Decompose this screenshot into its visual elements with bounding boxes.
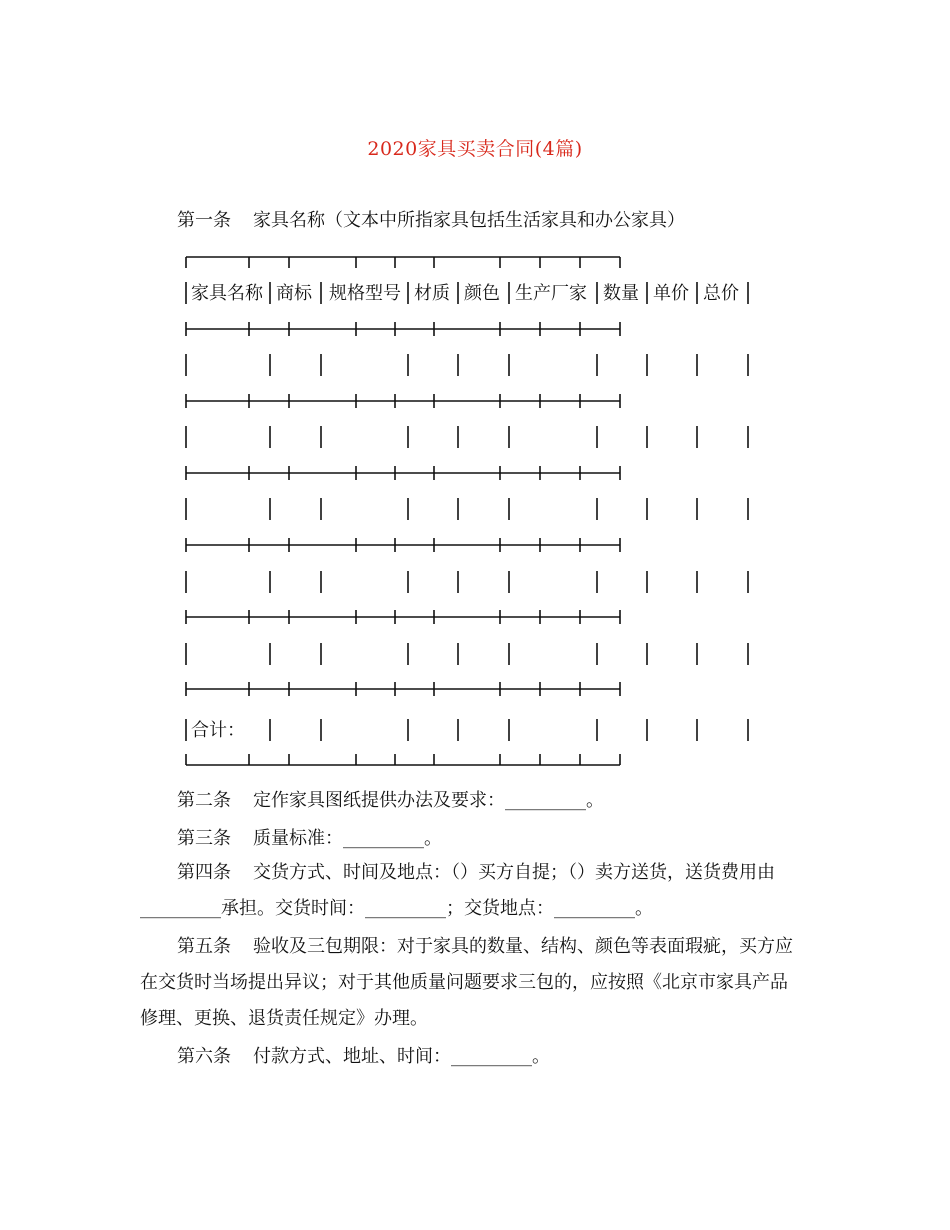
table-header-cell: 总价 xyxy=(703,283,739,304)
article-1-text: 家具名称（文本中所指家具包括生活家具和办公家具） xyxy=(253,210,685,231)
table-header-cell: 家具名称 xyxy=(191,283,263,304)
article-5-number: 第五条 xyxy=(177,936,231,957)
table-header-cell: 颜色 xyxy=(464,283,500,304)
document-title: 2020家具买卖合同(4篇) xyxy=(367,138,583,160)
article-3-number: 第三条 xyxy=(177,828,231,849)
table-total-label: 合计： xyxy=(191,720,245,741)
article-5-line-2: 在交货时当场提出异议；对于其他质量问题要求三包的，应按照《北京市家具产品 xyxy=(140,972,788,993)
article-5-line-3: 修理、更换、退货责任规定》办理。 xyxy=(140,1008,428,1029)
article-6 xyxy=(140,1039,815,1075)
table-header-cell: 商标 xyxy=(276,283,312,304)
article-3 xyxy=(140,821,815,857)
table-header-cell: 生产厂家 xyxy=(515,283,587,304)
article-4 xyxy=(140,855,815,927)
table-header-cell: 规格型号 xyxy=(329,283,401,304)
table-header-cell: 材质 xyxy=(414,283,450,304)
article-4-line-2: _________承担。交货时间：_________；交货地点：_________。 xyxy=(140,898,653,919)
article-3-text: 质量标准：_________。 xyxy=(253,828,442,849)
article-2-text: 定作家具图纸提供办法及要求：_________。 xyxy=(253,790,604,811)
article-2 xyxy=(140,783,815,819)
article-5 xyxy=(140,929,815,1037)
article-4-line-1: 交货方式、时间及地点：（）买方自提；（）卖方送货，送货费用由 xyxy=(253,862,775,883)
article-4-number: 第四条 xyxy=(177,862,231,883)
article-2-number: 第二条 xyxy=(177,790,231,811)
article-1-number: 第一条 xyxy=(177,210,231,231)
article-6-text: 付款方式、地址、时间：_________。 xyxy=(253,1046,550,1067)
article-6-number: 第六条 xyxy=(177,1046,231,1067)
article-5-line-1: 验收及三包期限：对于家具的数量、结构、颜色等表面瑕疵，买方应 xyxy=(253,936,793,957)
table-header-cell: 单价 xyxy=(653,283,689,304)
table-header-cell: 数量 xyxy=(603,283,639,304)
